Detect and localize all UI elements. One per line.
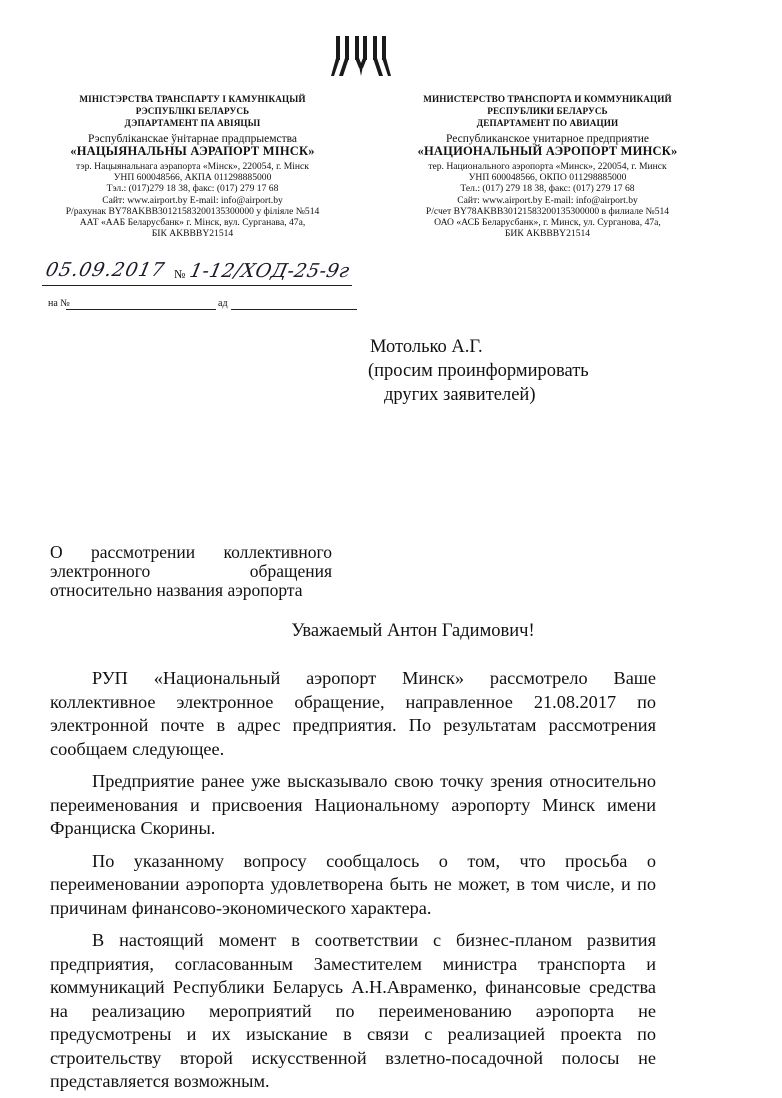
airport-logo-icon — [331, 34, 391, 78]
reference-date-underline — [231, 309, 357, 310]
ministry-name: МІНІСТЭРСТВА ТРАНСПАРТУ І КАМУНІКАЦЫЙ — [79, 94, 306, 104]
country-name: РЕСПУБЛИКИ БЕЛАРУСЬ — [487, 106, 608, 116]
letterhead-belarusian — [30, 93, 355, 239]
body-paragraph: По указанному вопросу сообщалось о том, что просьба о переименовании аэропорта удовлетворена быть не может, в том числе, и по причинам финансово-экономического характера. — [50, 850, 656, 918]
letter-subject — [50, 543, 332, 600]
phones: Тел.: (017) 279 18 38, факс: (017) 279 17 68 — [460, 183, 635, 195]
salutation — [0, 621, 782, 642]
letter-body — [50, 667, 656, 1094]
website-email: Сайт: www.airport.by E-mail: info@airport.by — [457, 194, 638, 206]
addressee-name: Мотолько А.Г. — [370, 337, 483, 357]
country-name: РЭСПУБЛІКІ БЕЛАРУСЬ — [135, 106, 250, 116]
body-paragraph: РУП «Национальный аэропорт Минск» рассмотрело Ваше коллективное электронное обращение, направленное 21.08.2017 по электронной почте в адрес предприятия. По результатам рассмотрения сообщаем следующее. — [50, 668, 656, 759]
subject-line-1 — [50, 543, 332, 562]
website-email: Сайт: www.airport.by E-mail: info@airport.by — [102, 194, 283, 206]
enterprise-name: «НАЦЫЯНАЛЬНЫ АЭРАПОРТ МІНСК» — [70, 144, 315, 158]
reference-line — [48, 298, 318, 312]
company-ids: УНП 600048566, АКПА 011298885000 — [113, 172, 272, 184]
number-label: № — [174, 267, 186, 281]
reference-label: на № — [48, 298, 70, 309]
department-name: ДЭПАРТАМЕНТ ПА АВІЯЦЫІ — [124, 118, 261, 128]
body-paragraph: В настоящий момент в соответствии с бизнес-планом развития предприятия, согласованным Заместителем министра транспорта и коммуникаций Республики Беларусь А.Н.Авраменко, финансовые средства на реализацию мероприятий по переименованию аэропорта не предусмотрены и их изыскание в связи с реализацией проекта по строительству второй искусственной взлетно-посадочной полосы не представляется возможным. — [50, 930, 656, 1091]
enterprise-type: Республиканское унитарное предприятие — [445, 133, 650, 145]
registration-line — [40, 259, 360, 289]
handwritten-number: 1-12/ХОД-25-9г — [187, 260, 352, 282]
body-paragraph: Предприятие ранее уже высказывало свою точку зрения относительно переименования и присвоения Национальному аэропорту Минск имени Франциска Скорины. — [50, 771, 656, 838]
bank-account: Р/счет BY78AKBB30121583200135300000 в филиале №514 — [425, 205, 670, 217]
bank-bic: БИК AKBBBY21514 — [504, 228, 591, 240]
handwritten-date: 05.09.2017 — [43, 259, 168, 281]
ministry-name: МИНИСТЕРСТВО ТРАНСПОРТА И КОММУНИКАЦИЙ — [423, 94, 672, 104]
addressee-note: (просим проинформировать — [368, 361, 589, 381]
company-ids: УНП 600048566, ОКПО 011298885000 — [468, 172, 627, 184]
addressee-note-cont: других заявителей) — [384, 385, 536, 405]
salutation-text: Уважаемый Антон Гадимович! — [291, 621, 535, 641]
letterhead-russian — [395, 93, 700, 239]
enterprise-name: «НАЦИОНАЛЬНЫЙ АЭРОПОРТ МИНСК» — [417, 144, 678, 158]
bank-account: Р/рахунак BY78AKBB30121583200135300000 у філіяле №514 — [65, 205, 320, 217]
subject-word: О — [50, 542, 63, 562]
bank-bic: БІК AKBBBY21514 — [151, 228, 234, 240]
reference-underline — [66, 309, 216, 310]
phones: Тэл.: (017)279 18 38, факс: (017) 279 17 68 — [106, 183, 279, 195]
subject-word: коллективного — [223, 542, 332, 562]
subject-word: электронного — [50, 561, 151, 581]
subject-word: рассмотрении — [90, 542, 196, 562]
enterprise-type: Рэспубліканскае ўнітарнае прадпрыемства — [88, 133, 297, 145]
subject-line-3: относительно названия аэропорта — [50, 580, 303, 600]
bank-name: ОАО «АСБ Беларусбанк», г. Минск, ул. Сурганова, 47а, — [434, 217, 661, 229]
subject-line-2 — [50, 562, 332, 581]
address: тэр. Нацыянальнага аэрапорта «Мінск», 220054, г. Мінск — [76, 161, 309, 172]
address: тер. Национального аэропорта «Минск», 220054, г. Минск — [428, 161, 667, 172]
subject-word: обращения — [249, 561, 332, 581]
reference-date-label: ад — [218, 298, 228, 309]
bank-name: ААТ «ААБ Беларусбанк» г. Мінск, вул. Сурганава, 47а, — [79, 217, 306, 229]
department-name: ДЕПАРТАМЕНТ ПО АВИАЦИИ — [476, 118, 619, 128]
registration-underline — [42, 285, 352, 286]
addressee — [368, 335, 589, 407]
